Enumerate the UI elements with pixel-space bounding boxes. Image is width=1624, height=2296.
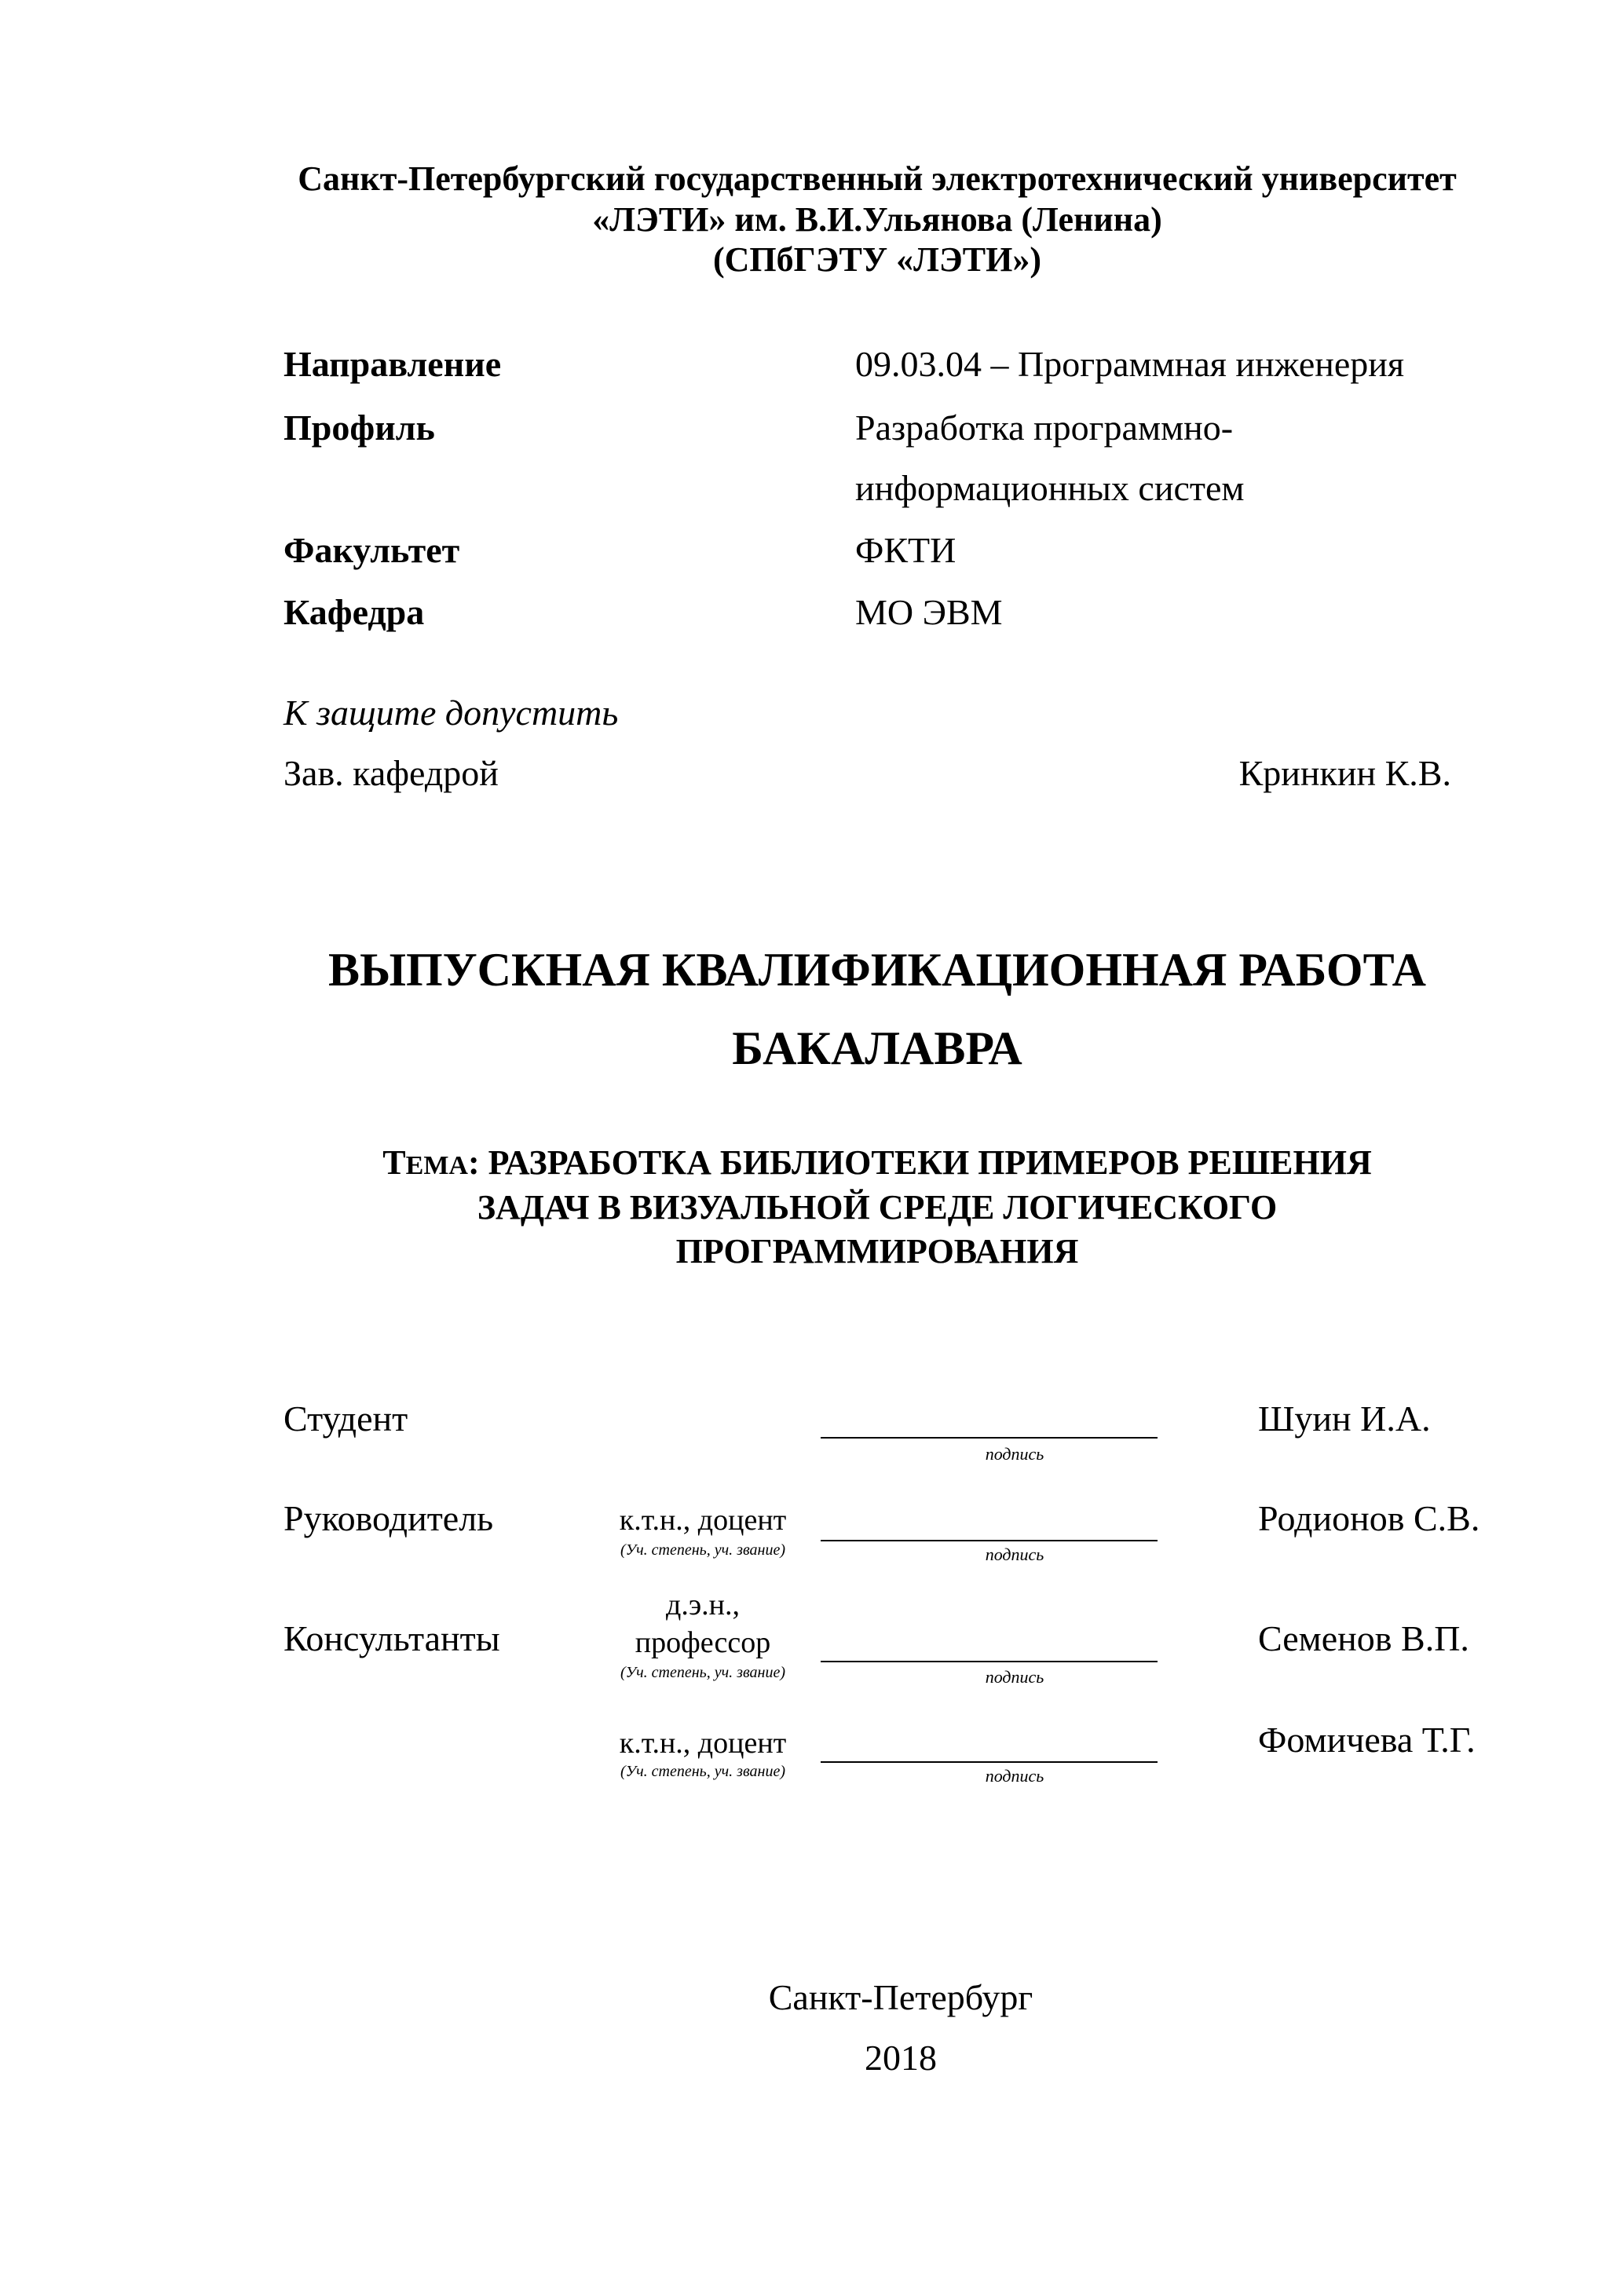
consultants-role: Консультанты [283,1618,500,1658]
consultant1-degree: д.э.н., [666,1589,740,1621]
direction-label: Направление [283,344,502,384]
signature-hint: подпись [985,1444,1044,1464]
department-label: Кафедра [283,592,425,632]
supervisor-name: Родионов С.В. [1258,1498,1480,1538]
university-abbreviation: (СПбГЭТУ «ЛЭТИ») [713,240,1041,279]
faculty-value: ФКТИ [855,530,956,570]
student-role: Студент [283,1398,408,1439]
consultant2-degree: к.т.н., доцент [619,1727,787,1760]
supervisor-role: Руководитель [283,1498,494,1538]
city: Санкт-Петербург [768,1977,1033,2017]
profile-value-line2: информационных систем [855,468,1245,508]
topic-line2: ЗАДАЧ В ВИЗУАЛЬНОЙ СРЕДЕ ЛОГИЧЕСКОГО [477,1188,1278,1227]
supervisor-signature-line [821,1540,1158,1541]
signature-hint: подпись [985,1667,1044,1687]
admission-name: Кринкин К.В. [1238,753,1451,793]
signature-hint: подпись [985,1545,1044,1564]
direction-value: 09.03.04 – Программная инженерия [855,344,1405,384]
faculty-label: Факультет [283,530,460,570]
student-signature-line [821,1437,1158,1439]
topic-prefix: ТЕМА: [382,1143,480,1182]
year: 2018 [865,2038,937,2078]
degree-hint: (Уч. степень, уч. звание) [620,1541,785,1559]
degree-hint: (Уч. степень, уч. звание) [620,1664,785,1681]
topic-line1: ТЕМА: РАЗРАБОТКА БИБЛИОТЕКИ ПРИМЕРОВ РЕШЕНИЯ [382,1143,1372,1182]
admission-title: К защите допустить [283,693,619,733]
consultant1-signature-line [821,1661,1158,1662]
supervisor-degree: к.т.н., доцент [619,1504,787,1537]
student-name: Шуин И.А. [1258,1398,1431,1439]
topic-line3: ПРОГРАММИРОВАНИЯ [675,1232,1079,1270]
work-title-line2: БАКАЛАВРА [732,1022,1022,1074]
signature-hint: подпись [985,1766,1044,1786]
consultant2-signature-line [821,1761,1158,1763]
consultant1-name: Семенов В.П. [1258,1618,1469,1658]
degree-hint: (Уч. степень, уч. звание) [620,1763,785,1780]
admission-role: Зав. кафедрой [283,753,499,793]
work-title-line1: ВЫПУСКНАЯ КВАЛИФИКАЦИОННАЯ РАБОТА [328,944,1426,996]
university-name-line2: «ЛЭТИ» им. В.И.Ульянова (Ленина) [592,200,1162,239]
consultant1-title: профессор [635,1626,771,1659]
profile-label: Профиль [283,408,435,448]
department-value: МО ЭВМ [855,592,1003,632]
profile-value: Разработка программно- [855,408,1234,448]
university-name: Санкт-Петербургский государственный электротехнический университет [298,159,1457,198]
consultant2-name: Фомичева Т.Г. [1258,1720,1476,1760]
